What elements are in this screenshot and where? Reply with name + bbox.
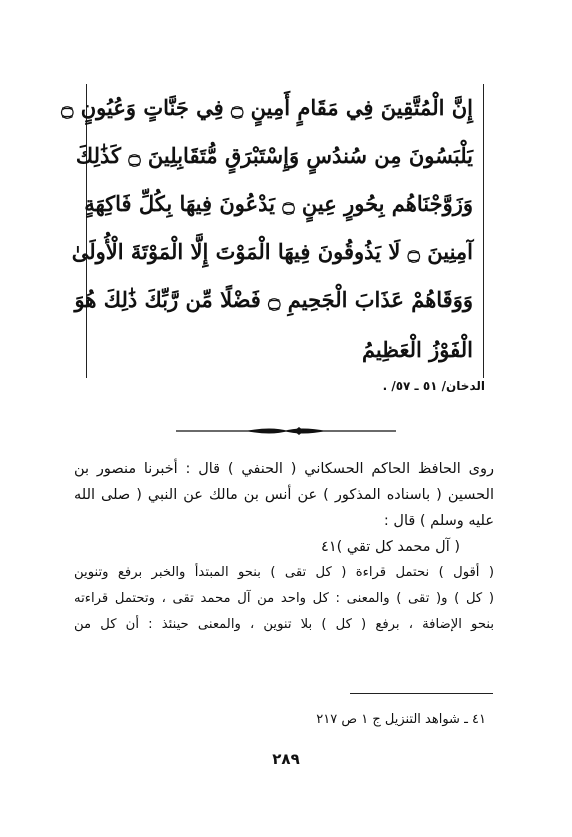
body-line: روى الحافظ الحاكم الحسكاني ( الحنفي ) قال : أخبرنا منصور بن — [74, 461, 494, 477]
body-line: عليه وسلم ) قال : — [383, 513, 494, 529]
body-line: بنحو الإضافة ، برفع ( كل ) بلا تنوين ، والمعنى حينئذ : أن كل من — [74, 617, 494, 632]
quran-line: يَلْبَسُونَ مِن سُندُسٍ وَإِسْتَبْرَقٍ مُّتَقَابِلِينَ ۝ كَذَٰلِكَ — [75, 143, 473, 168]
divider-ornament-icon — [176, 424, 396, 438]
quran-line: إِنَّ الْمُتَّقِينَ فِي مَقَامٍ أَمِينٍ ۝ فِي جَنَّاتٍ وَعُيُونٍ ۝ — [61, 95, 473, 120]
footnote-divider — [350, 693, 493, 694]
body-line: ( أقول ) نحتمل قراءة ( كل تقى ) بنحو المبتدأ والخبر برفع وتنوين — [74, 565, 494, 580]
quran-verse-frame — [61, 84, 484, 378]
quran-line: آمِنِينَ ۝ لَا يَذُوقُونَ فِيهَا الْمَوْتَ إِلَّا الْمَوْتَةَ الْأُولَىٰ — [71, 239, 473, 264]
commentary-text — [74, 456, 494, 638]
footnote: ٤١ ـ شواهد التنزيل ج ١ ص ٢١٧ — [316, 712, 486, 727]
quran-line: الْفَوْزُ الْعَظِيمُ — [361, 337, 473, 362]
quran-reference: الدخان/ ٥١ ـ ٥٧/ . — [382, 379, 485, 393]
body-line: الحسين ( باسناده المذكور ) عن أنس بن مالك عن النبي ( صلى الله — [74, 487, 494, 503]
body-line: ( كل ) و( تقى ) والمعنى : كل واحد من آل محمد تقى ، وتحتمل قراءته — [74, 591, 494, 606]
quran-line: وَوَقَاهُمْ عَذَابَ الْجَحِيمِ ۝ فَضْلًا مِّن رَّبِّكَ ذَٰلِكَ هُوَ — [74, 287, 473, 312]
page-number: ٢٨٩ — [272, 750, 300, 768]
quran-line: وَزَوَّجْنَاهُم بِحُورٍ عِينٍ ۝ يَدْعُونَ فِيهَا بِكُلِّ فَاكِهَةٍ — [84, 191, 473, 216]
hadith-quote: ( آل محمد كل تقي )٤١ — [321, 539, 460, 555]
